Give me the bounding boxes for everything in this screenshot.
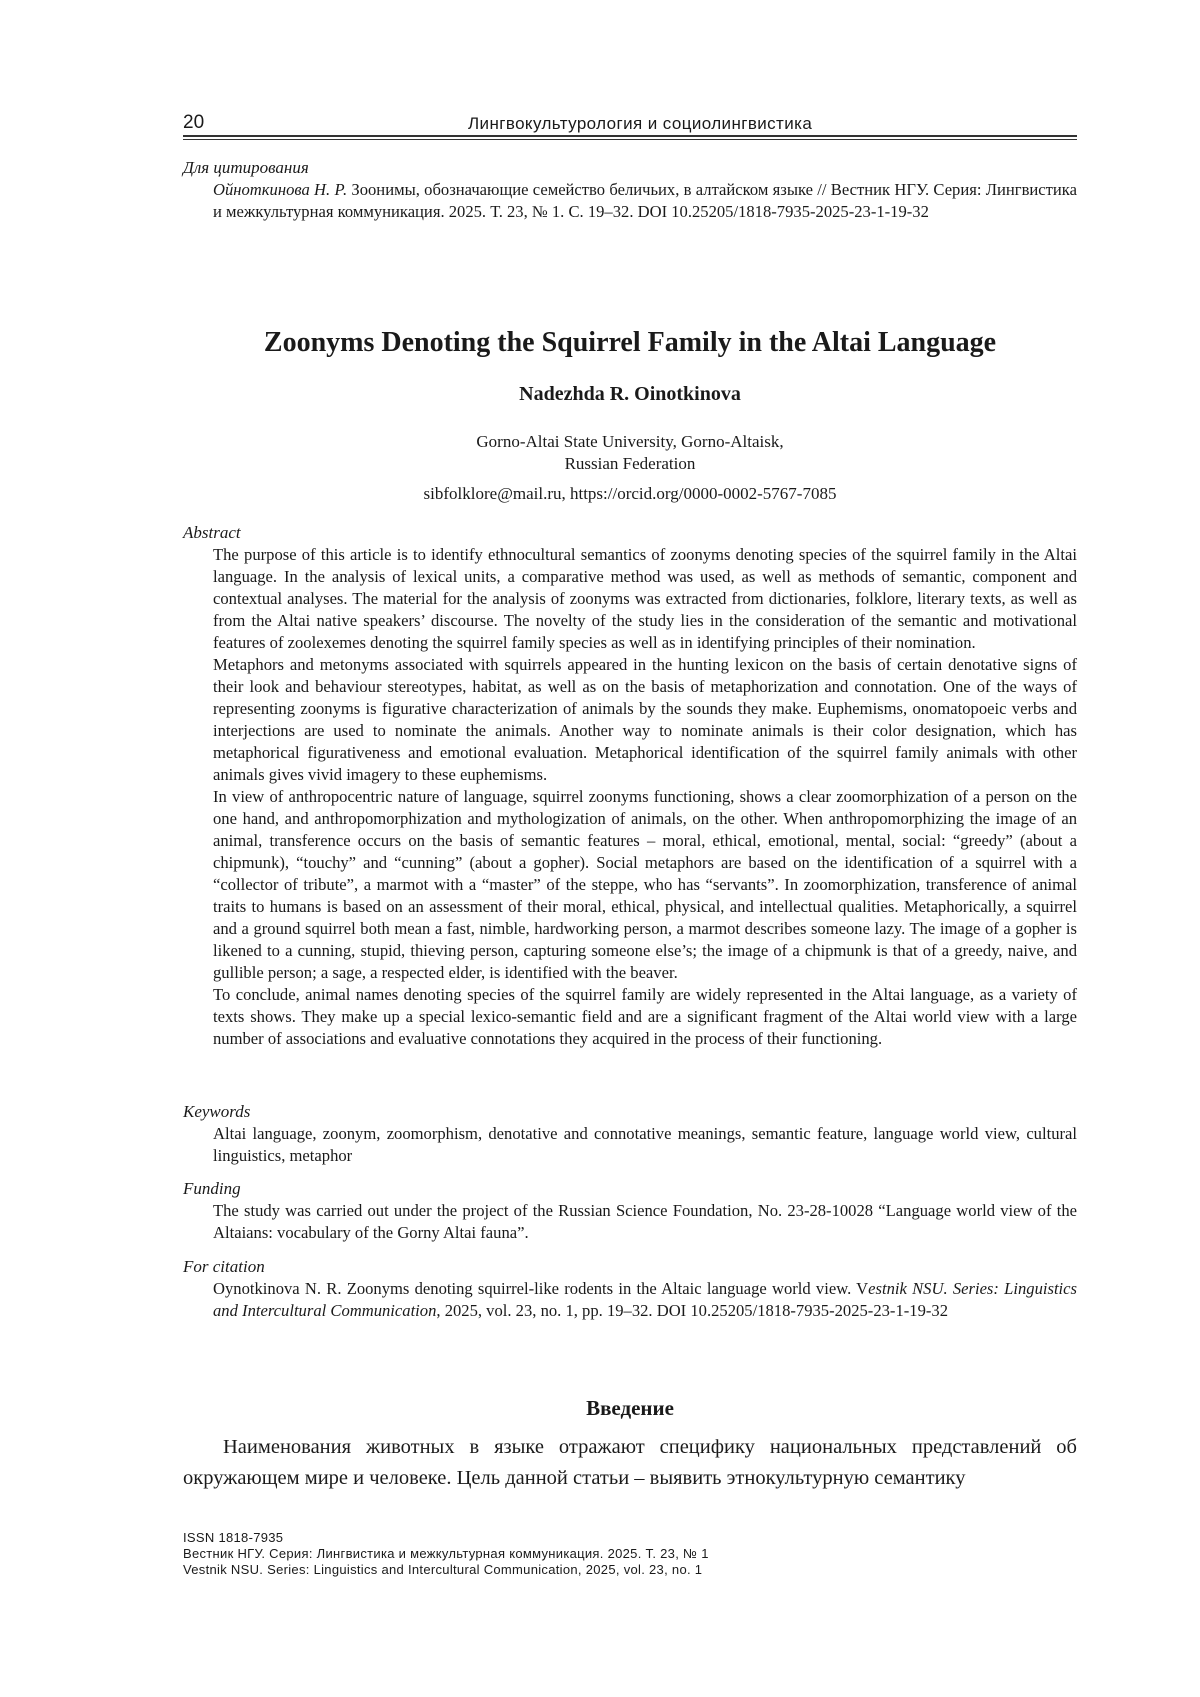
author-name: Nadezhda R. Oinotkinova: [519, 383, 741, 405]
affiliation-line-2: Russian Federation: [564, 454, 696, 473]
abstract-paragraph: Metaphors and metonyms associated with squirrels appeared in the hunting lexicon on the basis of certain denotative signs of their look and behaviour stereotypes, habitat, as well as on the basis of metaphorization and connotation. One of the ways of representing zoonyms is figurative characterization of animals by the sounds they make. Euphemisms, onomatopoeic verbs and interjections are used to nominate the animals. Another way to nominate animals is their color designation, which has metaphorical figurativeness and emotional evaluation. Metaphorical identification of the squirrel family animals with other animals gives vivid imagery to these euphemisms.: [213, 655, 1077, 784]
header-rule-thick: [183, 135, 1077, 137]
page-footer: [183, 1530, 1077, 1578]
ru-citation-label: Для цитирования: [183, 158, 309, 177]
affiliation-line-1: Gorno-Altai State University, Gorno-Altaisk,: [476, 432, 784, 451]
introduction-body: [183, 1432, 1077, 1494]
footer-ru-journal: Вестник НГУ. Серия: Лингвистика и межкультурная коммуникация. 2025. Т. 23, № 1: [183, 1546, 709, 1561]
en-citation-before: Oynotkinova N. R. Zoonyms denoting squirrel-like rodents in the Altaic language world view. V: [213, 1279, 869, 1298]
keywords-text: Altai language, zoonym, zoomorphism, denotative and connotative meanings, semantic feature, language world view, cultural linguistics, metaphor: [213, 1124, 1077, 1165]
ru-citation-body: Зоонимы, обозначающие семейство беличьих, в алтайском языке // Вестник НГУ. Серия: Лингвистика и межкультурная коммуникация. 2025. Т. 23, № 1. С. 19–32. DOI 10.25205/1818-7935-2025-23-1-19-32: [213, 180, 1077, 221]
header-rule-thin: [183, 139, 1077, 140]
ru-citation-text: [213, 179, 1077, 223]
journal-section-title: Лингвокультурология и социолингвистика: [468, 114, 813, 133]
funding-label: Funding: [183, 1179, 241, 1198]
abstract-paragraph: The purpose of this article is to identify ethnocultural semantics of zoonyms denoting species of the squirrel family in the Altai language. In the analysis of lexical units, a comparative method was used, as well as methods of semantic, component and contextual analyses. The material for the analysis of zoonyms was extracted from dictionaries, folklore, literary texts, as well as from the Altai native speakers’ discourse. The novelty of the study lies in the consideration of the semantic and motivational features of zoolexemes denoting the squirrel family species as well as in identifying principles of their nomination.: [213, 545, 1077, 652]
footer-en-journal: Vestnik NSU. Series: Linguistics and Intercultural Communication, 2025, vol. 23, no. 1: [183, 1562, 703, 1577]
en-citation-text: [213, 1278, 1077, 1322]
abstract-label: Abstract: [183, 523, 241, 542]
footer-issn: ISSN 1818-7935: [183, 1530, 284, 1545]
article-title: Zoonyms Denoting the Squirrel Family in the Altai Language: [263, 327, 997, 358]
introduction-heading: Введение: [586, 1396, 674, 1420]
page-number: 20: [183, 112, 205, 133]
abstract-paragraph: To conclude, animal names denoting species of the squirrel family are widely represented in the Altai language, as a variety of texts shows. They make up a special lexico-semantic field and are a significant fragment of the Altai world view with a large number of associations and evaluative connotations they acquired in the process of their functioning.: [213, 985, 1077, 1048]
author-contact: sibfolklore@mail.ru, https://orcid.org/0000-0002-5767-7085: [423, 484, 837, 503]
affiliation: [183, 431, 1077, 475]
funding-text: The study was carried out under the project of the Russian Science Foundation, No. 23-28-10028 “Language world view of the Altaians: vocabulary of the Gorny Altai fauna”.: [213, 1201, 1077, 1242]
en-citation-after: , 2025, vol. 23, no. 1, pp. 19–32. DOI 10.25205/1818-7935-2025-23-1-19-32: [436, 1301, 948, 1320]
abstract-paragraph: In view of anthropocentric nature of language, squirrel zoonyms functioning, shows a clear zoomorphization of a person on the one hand, and anthropomorphization and mythologization of animals, on the other. When anthropomorphizing the image of an animal, transference occurs on the basis of semantic features – moral, ethical, emotional, mental, social: “greedy” (about a chipmunk), “touchy” and “cunning” (about a gopher). Social metaphors are based on the identification of a squirrel with a “collector of tribute”, a marmot with a “master” of the steppe, who has “servants”. In zoomorphization, transference of animal traits to humans is based on an assessment of their moral, ethical, physical, and intellectual qualities. Metaphorically, a squirrel and a ground squirrel both mean a fast, nimble, hardworking person, a marmot describes someone lazy. The image of a gopher is likened to a cunning, stupid, thieving person, capturing someone else’s; the image of a chipmunk is that of a greedy, naive, and gullible person; a sage, a respected elder, is identified with the beaver.: [213, 787, 1077, 982]
en-citation-journal: estnik NSU. Series: Linguistics and Intercultural Communication: [213, 1279, 1077, 1320]
en-citation-label: For citation: [183, 1257, 265, 1276]
ru-citation-authors: Ойноткинова Н. Р.: [213, 180, 348, 199]
abstract-body: [213, 544, 1077, 1050]
introduction-paragraph: Наименования животных в языке отражают специфику национальных представлений об окружающем мире и человеке. Цель данной статьи – выявить этнокультурную семантику: [183, 1436, 1077, 1489]
keywords-label: Keywords: [183, 1102, 251, 1121]
